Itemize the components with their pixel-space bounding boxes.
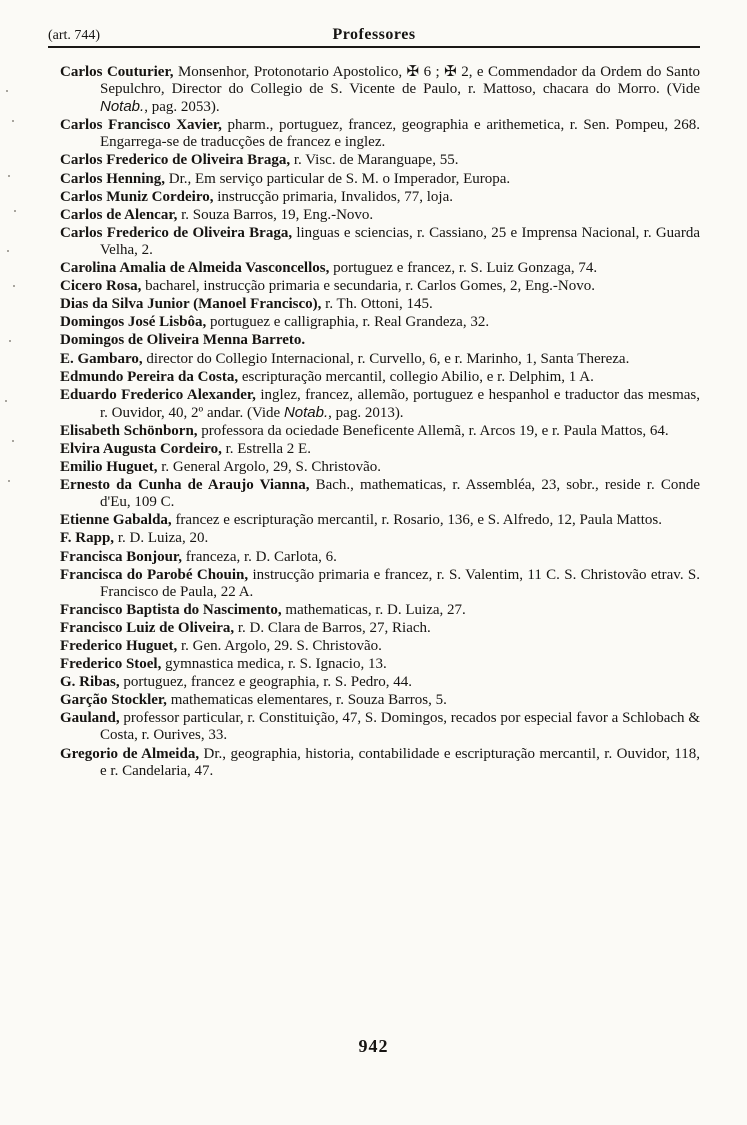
list-item: [60, 171, 700, 188]
entry-reference: Notab.: [283, 403, 329, 421]
entry-name: E. Gambaro,: [60, 350, 143, 367]
entry-name: Frederico Huguet,: [60, 638, 178, 654]
entry-name: Carlos Francisco Xavier,: [60, 117, 222, 134]
list-item: [60, 152, 700, 169]
entry-name: Carlos Couturier,: [60, 64, 174, 80]
entry-reference: Notab.: [100, 98, 145, 116]
list-item: [60, 225, 700, 259]
entry-name: Carlos de Alencar,: [60, 206, 178, 223]
entry-reference-page: , pag. 2013).: [328, 404, 404, 421]
list-item: [60, 64, 700, 116]
list-item: [60, 423, 700, 440]
list-item: [60, 674, 700, 691]
list-item: [60, 638, 700, 655]
entry-details: r. D. Clara de Barros, 27, Riach.: [234, 619, 431, 636]
entry-details: Dr., geographia, historia, contabilidade e escripturação mercantil, r. Ouvidor, 118, e r. Candelaria, 47.: [100, 745, 700, 779]
entry-details: r. Gen. Argolo, 29. S. Christovão.: [177, 638, 382, 654]
entry-name: Carolina Amalia de Almeida Vasconcellos,: [60, 260, 330, 277]
entry-details: portuguez e calligraphia, r. Real Grandeza, 32.: [206, 314, 490, 331]
entry-name: Edmundo Pereira da Costa,: [60, 368, 239, 385]
list-item: [60, 549, 700, 566]
entry-details: mathematicas, r. D. Luiza, 27.: [281, 601, 466, 618]
entry-name: Carlos Frederico de Oliveira Braga,: [60, 152, 291, 169]
entry-details: r. General Argolo, 29, S. Christovão.: [157, 459, 381, 476]
list-item: [60, 620, 700, 637]
entry-details: mathematicas elementares, r. Souza Barros, 5.: [166, 692, 447, 709]
article-reference: (art. 744): [48, 28, 101, 43]
list-item: [60, 602, 700, 619]
entry-name: Domingos de Oliveira Menna Barreto.: [60, 332, 306, 349]
entry-name: Etienne Gabalda,: [60, 512, 172, 529]
entry-name: Eduardo Frederico Alexander,: [60, 386, 256, 403]
list-item: [60, 296, 700, 313]
list-item: [60, 477, 700, 511]
entry-details: r. Th. Ottoni, 145.: [321, 296, 433, 313]
entry-details: r. Visc. de Maranguape, 55.: [290, 152, 459, 169]
entry-details: escripturação mercantil, collegio Abilio, e r. Delphim, 1 A.: [238, 368, 594, 385]
list-item: [60, 189, 700, 206]
entry-details: bacharel, instrucção primaria e secundaria, r. Carlos Gomes, 2, Eng.-Novo.: [141, 278, 595, 295]
entry-details: linguas e sciencias, r. Cassiano, 25 e Imprensa Nacional, r. Guarda Velha, 2.: [100, 224, 700, 258]
entry-name: G. Ribas,: [60, 674, 120, 691]
entry-name: Domingos José Lisbôa,: [60, 314, 207, 331]
entry-name: Carlos Henning,: [60, 170, 166, 187]
list-item: [60, 332, 700, 349]
list-item: [60, 530, 700, 547]
entry-name: Carlos Muniz Cordeiro,: [60, 188, 214, 205]
entry-name: Ernesto da Cunha de Araujo Vianna,: [60, 477, 310, 494]
entry-details: francez e escripturação mercantil, r. Rosario, 136, e S. Alfredo, 12, Paula Mattos.: [171, 512, 662, 529]
list-item: [60, 351, 700, 368]
entry-name: Elvira Augusta Cordeiro,: [60, 440, 222, 457]
entry-details: professora da ociedade Beneficente Allemã, r. Arcos 19, e r. Paula Mattos, 64.: [197, 422, 669, 439]
entry-name: Gauland,: [60, 710, 120, 727]
page-title: Professores: [332, 26, 416, 43]
list-item: [60, 207, 700, 224]
entry-details: instrucção primaria, Invalidos, 77, loja.: [213, 188, 453, 205]
entry-name: Emilio Huguet,: [60, 459, 158, 476]
entry-name: Cicero Rosa,: [60, 278, 142, 295]
entry-details: r. Estrella 2 E.: [221, 440, 311, 457]
entry-details: r. Souza Barros, 19, Eng.-Novo.: [177, 206, 374, 223]
list-item: [60, 692, 700, 709]
entry-name: Francisco Luiz de Oliveira,: [60, 619, 235, 636]
list-item: [60, 278, 700, 295]
entry-name: Dias da Silva Junior (Manoel Francisco),: [60, 296, 322, 313]
list-item: [60, 656, 700, 673]
entry-details: pharm., portuguez, francez, geographia e arithemetica, r. Sen. Pompeu, 268. Engarrega-se de traducções de francez e inglez.: [100, 117, 700, 151]
list-item: [60, 459, 700, 476]
list-item: [60, 567, 700, 601]
page-number: 942: [358, 1036, 389, 1056]
entry-name: Garção Stockler,: [60, 692, 167, 709]
entry-details: professor particular, r. Constituição, 47, S. Domingos, recados por especial favor a Schlobach & Costa, r. Ourives, 33.: [100, 710, 700, 744]
list-item: [60, 512, 700, 529]
list-item: [60, 387, 700, 422]
entry-name: Francisco Baptista do Nascimento,: [60, 601, 282, 618]
entry-details: director do Collegio Internacional, r. Curvello, 6, e r. Marinho, 1, Santa Thereza.: [142, 350, 630, 367]
list-item: [60, 369, 700, 386]
entry-details: gymnastica medica, r. S. Ignacio, 13.: [161, 656, 387, 673]
entry-reference-page: , pag. 2053).: [144, 99, 220, 116]
entry-details: Monsenhor, Protonotario Apostolico, ✠ 6 ; ✠ 2, e Commendador da Ordem do Santo Sepulchro, Director do Collegio de S. Vicente de Paulo, r. Mattoso, chacara do Morro. (Vide: [100, 64, 700, 98]
entry-details: portuguez e francez, r. S. Luiz Gonzaga, 74.: [329, 260, 598, 277]
entry-name: F. Rapp,: [60, 530, 115, 547]
entry-name: Gregorio de Almeida,: [60, 745, 200, 762]
entry-name: Francisca Bonjour,: [60, 548, 182, 565]
entry-name: Elisabeth Schönborn,: [60, 422, 198, 439]
entry-details: r. D. Luiza, 20.: [114, 530, 209, 547]
entry-details: Bach., mathematicas, r. Assembléa, 23, sobr., reside r. Conde d'Eu, 109 C.: [100, 477, 700, 511]
entry-name: Francisca do Parobé Chouin,: [60, 566, 249, 583]
entry-details: franceza, r. D. Carlota, 6.: [181, 548, 337, 565]
list-item: [60, 117, 700, 151]
entry-details: instrucção primaria e francez, r. S. Valentim, 11 C. S. Christovão etrav. S. Francisco de Paula, 22 A.: [100, 566, 700, 600]
entry-name: Frederico Stoel,: [60, 656, 162, 673]
entry-details: portuguez, francez e geographia, r. S. Pedro, 44.: [119, 674, 413, 691]
list-item: [60, 746, 700, 780]
entry-details: Dr., Em serviço particular de S. M. o Imperador, Europa.: [165, 170, 511, 187]
list-item: [60, 710, 700, 744]
list-item: [60, 314, 700, 331]
entry-name: Carlos Frederico de Oliveira Braga,: [60, 224, 293, 241]
list-item: [60, 260, 700, 277]
entry-list: [60, 64, 700, 781]
page-header: [48, 26, 700, 48]
entry-details: inglez, francez, allemão, portuguez e hespanhol e traductor das mesmas, r. Ouvidor, 40, 2º andar. (Vide: [100, 386, 700, 421]
list-item: [60, 441, 700, 458]
margin-specks: [4, 80, 18, 500]
